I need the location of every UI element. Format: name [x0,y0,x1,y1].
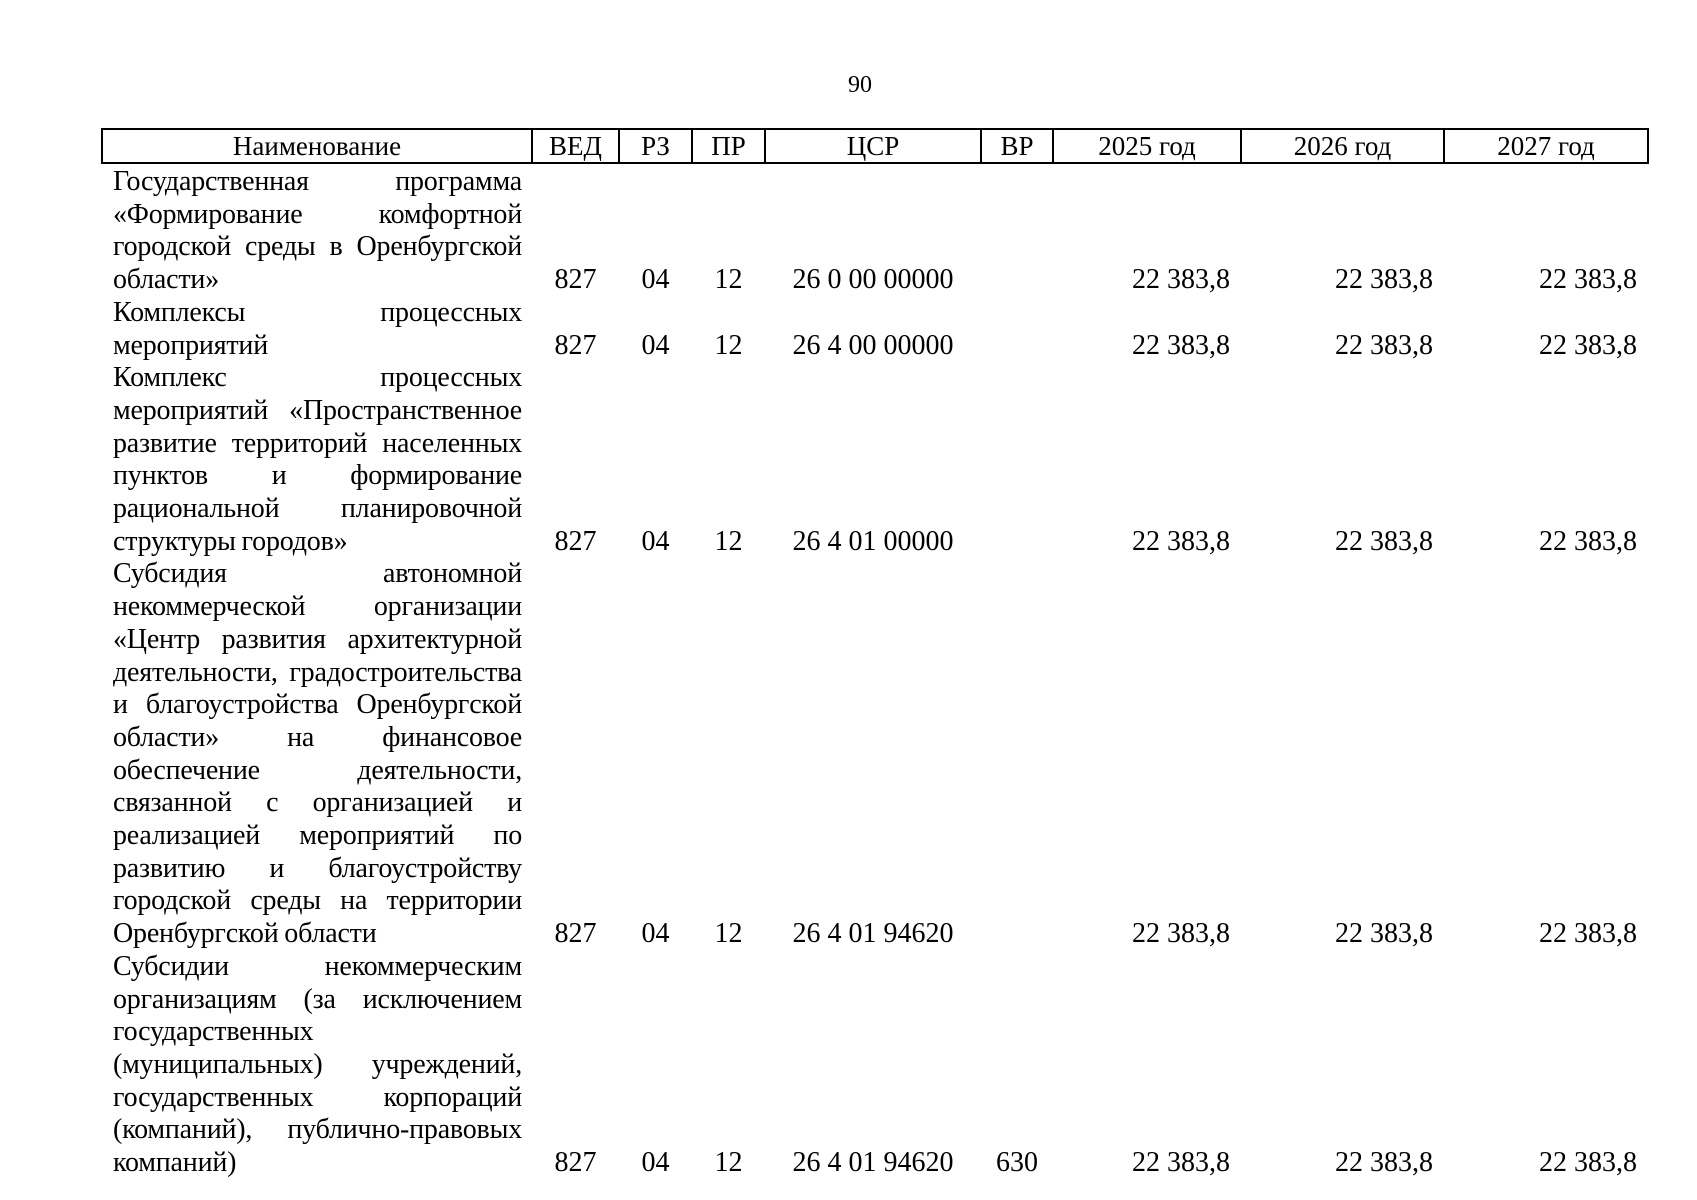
row-amount-2027: 22 383,8 [1539,264,1637,296]
table-row [102,558,1648,950]
row-vr [981,362,1053,558]
row-amount-2025: 22 383,8 [1132,918,1230,950]
row-vr: 630 [996,1147,1038,1179]
row-amount-2027: 22 383,8 [1539,329,1637,361]
row-pr: 12 [714,264,743,296]
header-ved: ВЕД [532,129,619,163]
row-csr: 26 4 00 00000 [792,329,954,361]
row-rz: 04 [641,918,670,950]
page-number: 90 [848,72,872,98]
row-ved: 827 [554,525,597,557]
header-pr: ПР [692,129,765,163]
row-amount-2026: 22 383,8 [1335,525,1433,557]
row-rz: 04 [641,1147,670,1179]
row-csr: 26 0 00 00000 [792,264,954,296]
table-row [102,163,1648,297]
header-2025: 2025 год [1053,129,1241,163]
table-row [102,297,1648,362]
header-csr: ЦСР [765,129,981,163]
header-2026: 2026 год [1241,129,1444,163]
row-ved: 827 [554,329,597,361]
table-row [102,362,1648,558]
row-rz: 04 [641,329,670,361]
row-pr: 12 [714,329,743,361]
row-amount-2027: 22 383,8 [1539,525,1637,557]
row-ved: 827 [554,1147,597,1179]
row-amount-2027: 22 383,8 [1539,918,1637,950]
header-rz: РЗ [619,129,692,163]
row-amount-2025: 22 383,8 [1132,1147,1230,1179]
row-vr [981,297,1053,362]
row-name: Субсидия автономной некоммерческой организации «Центр развития архитектурной деятельности, градостроительства и благоустройства Оренбургской области» на финансовое обеспечение деятельности, связанной с организацией и реализацией мероприятий по развитию и благоустройству городской среды на территории Оренбургской области [113,558,522,950]
budget-table [101,128,1649,1180]
row-vr [981,558,1053,950]
row-amount-2026: 22 383,8 [1335,264,1433,296]
row-rz: 04 [641,525,670,557]
row-csr: 26 4 01 94620 [792,1147,954,1179]
row-rz: 04 [641,264,670,296]
row-csr: 26 4 01 00000 [792,525,954,557]
row-name: Комплекс процессных мероприятий «Пространственное развитие территорий населенных пунктов и формирование рациональной планировочной структуры городов» [113,362,522,557]
header-2027: 2027 год [1444,129,1648,163]
row-ved: 827 [554,918,597,950]
table-header-row [102,129,1648,163]
table-row [102,951,1648,1180]
table-body [102,163,1648,1180]
row-pr: 12 [714,918,743,950]
header-vr: ВР [981,129,1053,163]
row-vr [981,163,1053,297]
row-name: Субсидии некоммерческим организациям (за исключением государственных (муниципальных) учреждений, государственных корпораций (компаний), публично-правовых компаний) [113,950,522,1179]
row-amount-2025: 22 383,8 [1132,264,1230,296]
row-amount-2026: 22 383,8 [1335,329,1433,361]
row-amount-2025: 22 383,8 [1132,329,1230,361]
row-amount-2026: 22 383,8 [1335,1147,1433,1179]
row-amount-2025: 22 383,8 [1132,525,1230,557]
row-name: Государственная программа «Формирование комфортной городской среды в Оренбургской области» [113,166,522,296]
row-ved: 827 [554,264,597,296]
row-csr: 26 4 01 94620 [792,918,954,950]
row-pr: 12 [714,1147,743,1179]
row-amount-2027: 22 383,8 [1539,1147,1637,1179]
row-name: Комплексы процессных мероприятий [113,296,522,361]
header-name: Наименование [102,129,532,163]
row-amount-2026: 22 383,8 [1335,918,1433,950]
row-pr: 12 [714,525,743,557]
